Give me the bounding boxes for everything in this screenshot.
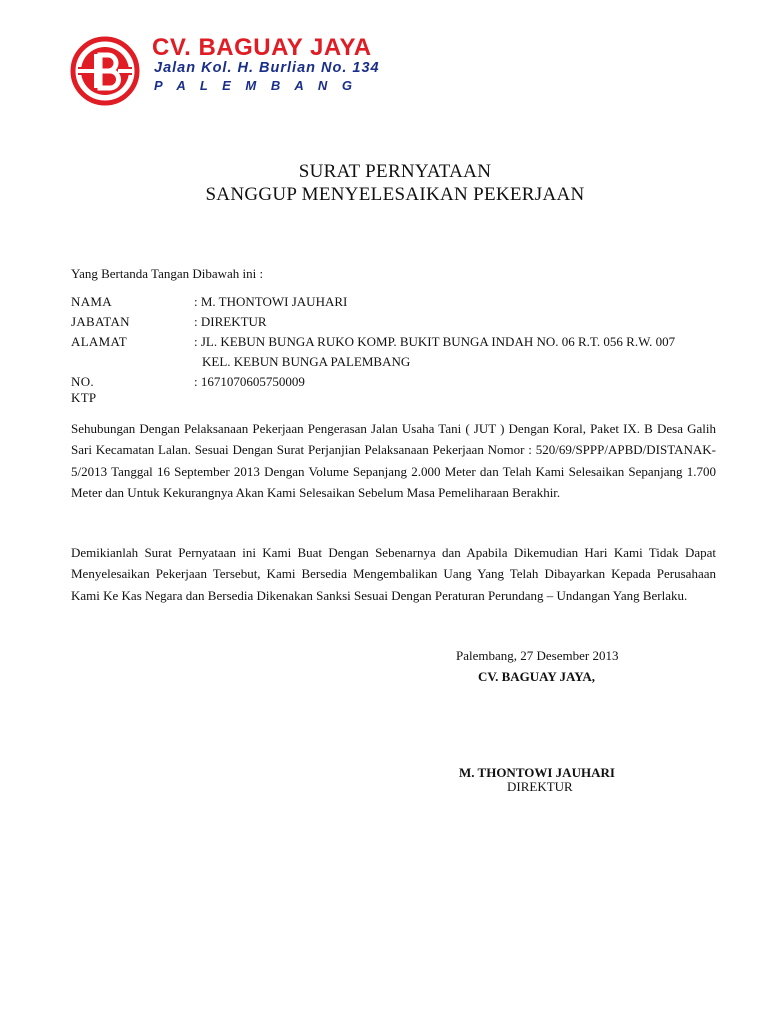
signature-place-date: Palembang, 27 Desember 2013 xyxy=(456,648,619,663)
letterhead xyxy=(70,36,490,116)
title-line-2: SANGGUP MENYELESAIKAN PEKERJAAN xyxy=(205,184,585,205)
company-name: CV. BAGUAY JAYA xyxy=(152,34,372,61)
signature-company: CV. BAGUAY JAYA, xyxy=(478,669,596,684)
field-value: : 1671070605750009 xyxy=(194,374,305,389)
company-logo-icon xyxy=(70,36,140,106)
intro-text: Yang Bertanda Tangan Dibawah ini : xyxy=(71,266,264,281)
paragraph-2: Demikianlah Surat Pernyataan ini Kami Buat Dengan Sebenarnya dan Apabila Dikemudian Hari Kami Tidak Dapat Menyelesaikan Pekerjaan Tersebut, Kami Bersedia Mengembalikan Uang Yang Telah Dibayarkan Kepada Perusahaan Kami Ke Kas Negara dan Bersedia Dikenakan Sanksi Sesuai Dengan Peraturan Perundang – Undangan Yang Berlaku. xyxy=(71,545,716,603)
field-value: : JL. KEBUN BUNGA RUKO KOMP. BUKIT BUNGA INDAH NO. 06 R.T. 056 R.W. 007 xyxy=(194,334,676,349)
signature-position: DIREKTUR xyxy=(507,779,573,794)
document-title xyxy=(0,160,768,206)
company-address: Jalan Kol. H. Burlian No. 134 xyxy=(154,60,380,76)
field-value-continuation: KEL. KEBUN BUNGA PALEMBANG xyxy=(202,354,411,369)
field-value: : DIREKTUR xyxy=(194,314,267,329)
company-city: P A L E M B A N G xyxy=(154,78,358,93)
field-label: JABATAN xyxy=(71,314,130,329)
field-value: : M. THONTOWI JAUHARI xyxy=(194,294,348,309)
title-line-1: SURAT PERNYATAAN xyxy=(298,161,492,182)
signature-name: M. THONTOWI JAUHARI xyxy=(459,765,615,780)
field-label: NAMA xyxy=(71,294,112,309)
field-label: ALAMAT xyxy=(71,334,127,349)
paragraph-1: Sehubungan Dengan Pelaksanaan Pekerjaan Pengerasan Jalan Usaha Tani ( JUT ) Dengan Koral, Paket IX. B Desa Galih Sari Kecamatan Lalan. Sesuai Dengan Surat Perjanjian Pelaksanaan Pekerjaan Nomor : 520/69/SPPP/APBD/DISTANAK-5/2013 Tanggal 16 September 2013 Dengan Volume Sepanjang 2.000 Meter dan Telah Kami Selesaikan Sepanjang 1.700 Meter dan Untuk Kekurangnya Akan Kami Selesaikan Sebelum Masa Pemeliharaan Berakhir. xyxy=(71,421,716,500)
field-label: NO. KTP xyxy=(71,374,97,405)
